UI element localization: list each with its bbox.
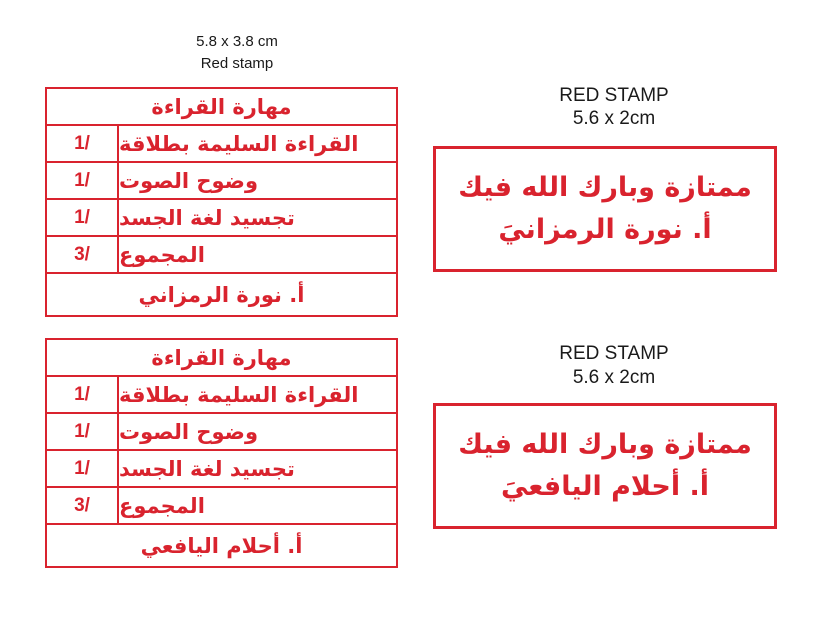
teacher-name: أ. أحلام اليافعي — [140, 533, 303, 558]
table-row — [47, 488, 396, 525]
table-row — [47, 163, 396, 200]
table-stamp-noura — [45, 87, 398, 317]
rect-stamp-noura — [433, 146, 777, 272]
score-cell: 1/ — [47, 126, 119, 161]
criterion-label: المجموع — [119, 493, 205, 518]
table-row — [47, 200, 396, 237]
table-stamp-title: مهارة القراءة — [47, 89, 396, 126]
criterion-label: تجسيد لغة الجسد — [119, 456, 295, 481]
rect-stamp-caption-title: RED STAMP — [559, 85, 669, 106]
score-cell: 3/ — [47, 237, 119, 272]
table-row — [47, 126, 396, 163]
criterion-label: القراءة السليمة بطلاقة — [119, 131, 359, 156]
praise-text: ممتازة وبارك الله فيك — [458, 429, 752, 460]
praise-text: ممتازة وبارك الله فيك — [458, 172, 752, 203]
score-cell: 1/ — [47, 451, 119, 486]
table-stamp-ahlam — [45, 338, 398, 568]
criterion-label: وضوح الصوت — [119, 419, 259, 444]
top-caption-label: Red stamp — [200, 55, 274, 72]
score-cell: 1/ — [47, 377, 119, 412]
rect-stamp-caption-size: 5.6 x 2cm — [572, 108, 656, 129]
rect-stamp-ahlam — [433, 403, 777, 529]
score-cell: 1/ — [47, 414, 119, 449]
table-row — [47, 237, 396, 274]
rect-stamp-caption-size: 5.6 x 2cm — [572, 367, 656, 388]
teacher-name: أ. نورة الرمزاني — [138, 282, 305, 307]
score-cell: 1/ — [47, 163, 119, 198]
table-row — [47, 451, 396, 488]
criterion-label: القراءة السليمة بطلاقة — [119, 382, 359, 407]
criterion-label: وضوح الصوت — [119, 168, 259, 193]
top-caption-size: 5.8 x 3.8 cm — [196, 33, 278, 50]
score-cell: 3/ — [47, 488, 119, 523]
table-stamp-title: مهارة القراءة — [47, 340, 396, 377]
criterion-label: تجسيد لغة الجسد — [119, 205, 295, 230]
criterion-label: المجموع — [119, 242, 205, 267]
teacher-name: أ. أحلام اليافعيَ — [500, 471, 710, 502]
teacher-name: أ. نورة الرمزانيَ — [498, 214, 712, 245]
table-row — [47, 414, 396, 451]
table-row — [47, 377, 396, 414]
rect-stamp-caption-title: RED STAMP — [559, 343, 669, 364]
score-cell: 1/ — [47, 200, 119, 235]
